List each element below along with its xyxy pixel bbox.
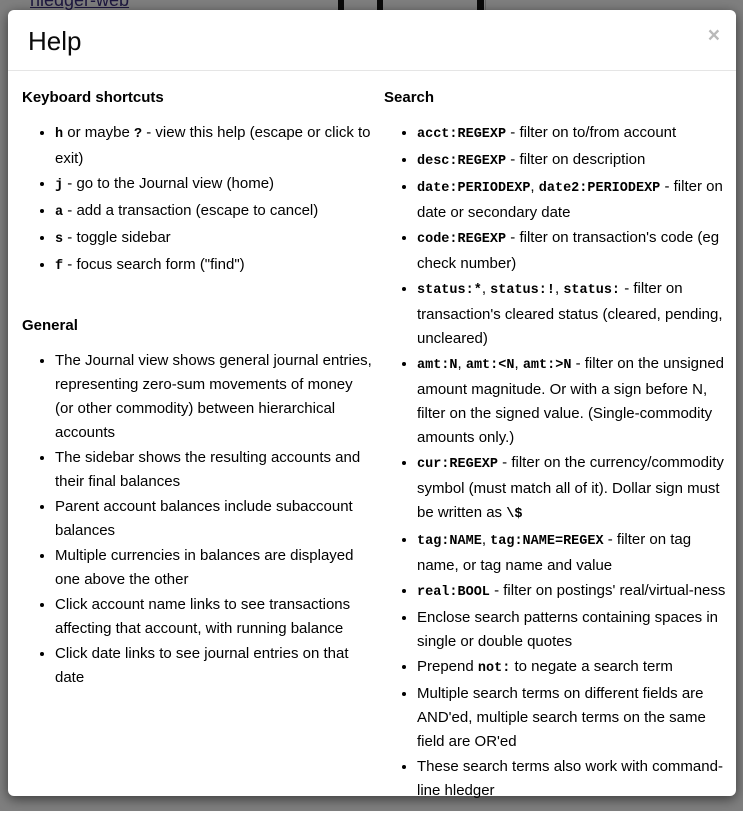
list-item: • j - go to the Journal view (home) xyxy=(55,172,374,198)
list-item: • s - toggle sidebar xyxy=(55,226,374,252)
list-item: • a - add a transaction (escape to cancel) xyxy=(55,199,374,225)
modal-body xyxy=(8,71,736,824)
modal-title: Help xyxy=(28,26,82,56)
column-right xyxy=(384,89,727,804)
general-list xyxy=(22,349,374,690)
modal-header xyxy=(8,10,736,71)
code-term: status:! xyxy=(490,283,555,298)
code-term: date:PERIODEXP xyxy=(417,181,531,196)
list-item: • desc:REGEXP - filter on description xyxy=(417,148,727,174)
close-button[interactable] xyxy=(708,26,720,46)
code-term: cur:REGEXP xyxy=(417,457,499,472)
code-term: real:BOOL xyxy=(417,585,490,600)
list-item: • Enclose search patterns containing spaces in single or double quotes xyxy=(417,606,727,654)
code-term: h xyxy=(55,127,64,142)
search-heading: Search xyxy=(384,89,435,106)
code-term: amt:<N xyxy=(465,358,515,373)
column-left xyxy=(22,89,374,691)
help-modal xyxy=(8,10,736,799)
list-item: • date:PERIODEXP, date2:PERIODEXP - filter on date or secondary date xyxy=(417,175,727,225)
list-item: • acct:REGEXP - filter on to/from account xyxy=(417,121,727,147)
code-term: acct:REGEXP xyxy=(417,127,507,142)
search-help-list xyxy=(384,121,727,803)
list-item: • Click date links to see journal entries on that date xyxy=(55,642,374,690)
list-item: • Multiple currencies in balances are displayed one above the other xyxy=(55,544,374,592)
list-item: • amt:N, amt:<N, amt:>N - filter on the unsigned amount magnitude. Or with a sign before N, filter on the signed value. (Single-commodity amounts only.) xyxy=(417,352,727,450)
list-item: • The Journal view shows general journal entries, representing zero-sum movements of money (or other commodity) between hierarchical accounts xyxy=(55,349,374,445)
general-heading: General xyxy=(22,317,78,334)
list-item: • status:*, status:!, status: - filter on transaction's cleared status (cleared, pending, uncleared) xyxy=(417,277,727,351)
list-item: • Click account name links to see transactions affecting that account, with running balance xyxy=(55,593,374,641)
list-item: • real:BOOL - filter on postings' real/virtual-ness xyxy=(417,579,727,605)
list-item: • h or maybe ? - view this help (escape or click to exit) xyxy=(55,121,374,171)
keyboard-shortcuts-heading: Keyboard shortcuts xyxy=(22,89,164,106)
code-term: tag:NAME=REGEX xyxy=(490,534,604,549)
code-term: f xyxy=(55,259,64,274)
close-icon: × xyxy=(707,24,720,47)
code-term: date2:PERIODEXP xyxy=(538,181,661,196)
list-item: • tag:NAME, tag:NAME=REGEX - filter on tag name, or tag name and value xyxy=(417,528,727,578)
code-term: status: xyxy=(563,283,621,298)
code-term: amt:>N xyxy=(522,358,572,373)
list-item: • Multiple search terms on different fields are AND'ed, multiple search terms on the same field are OR'ed xyxy=(417,682,727,754)
list-item: • Parent account balances include subaccount balances xyxy=(55,495,374,543)
code-term: j xyxy=(55,178,64,193)
code-term: desc:REGEXP xyxy=(417,154,507,169)
code-term: not: xyxy=(477,661,511,676)
code-term: a xyxy=(55,205,64,220)
list-item: • cur:REGEXP - filter on the currency/commodity symbol (must match all of it). Dollar sign must be written as \$ xyxy=(417,451,727,527)
code-term: \$ xyxy=(506,507,523,522)
code-term: s xyxy=(55,232,64,247)
code-term: tag:NAME xyxy=(417,534,482,549)
code-term: ? xyxy=(133,127,143,142)
code-term: amt:N xyxy=(417,358,458,373)
list-item: • f - focus search form ("find") xyxy=(55,253,374,279)
list-item: • The sidebar shows the resulting accounts and their final balances xyxy=(55,446,374,494)
list-item: • Prepend not: to negate a search term xyxy=(417,655,727,681)
code-term: status:* xyxy=(417,283,482,298)
keyboard-shortcuts-list xyxy=(22,121,374,279)
code-term: code:REGEXP xyxy=(417,232,507,247)
list-item: • These search terms also work with command-line hledger xyxy=(417,755,727,803)
list-item: • code:REGEXP - filter on transaction's code (eg check number) xyxy=(417,226,727,276)
